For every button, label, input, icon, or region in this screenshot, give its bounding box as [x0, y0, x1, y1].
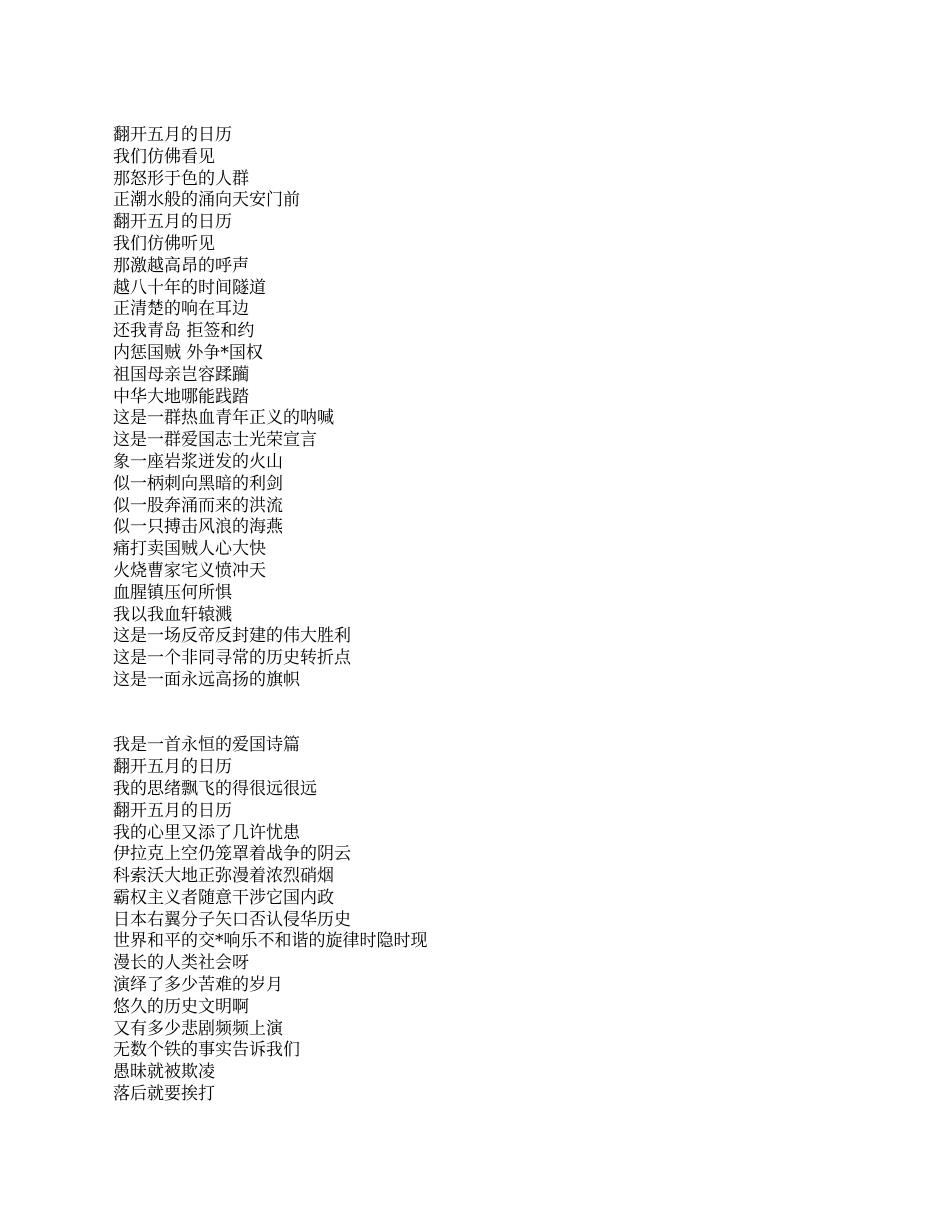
poem-body [113, 125, 893, 1106]
poem-line: 日本右翼分子矢口否认侵华历史 [113, 909, 351, 930]
poem-line: 又有多少悲剧频频上演 [113, 1018, 283, 1039]
poem-line: 漫长的人类社会呀 [113, 953, 249, 974]
stanza-2 [113, 735, 893, 1106]
poem-line: 落后就要挨打 [113, 1084, 215, 1105]
poem-line: 演绎了多少苦难的岁月 [113, 975, 283, 996]
poem-line: 正潮水般的涌向天安门前 [113, 190, 300, 211]
poem-line: 科索沃大地正弥漫着浓烈硝烟 [113, 866, 334, 887]
poem-line: 似一只搏击风浪的海燕 [113, 517, 283, 538]
poem-line: 伊拉克上空仍笼罩着战争的阴云 [113, 844, 351, 865]
poem-line: 翻开五月的日历 [113, 212, 232, 233]
poem-line: 我们仿佛听见 [113, 233, 215, 254]
poem-line: 我的心里又添了几许忧患 [113, 822, 300, 843]
poem-line: 那怒形于色的人群 [113, 168, 249, 189]
poem-line: 那激越高昂的呼声 [113, 255, 249, 276]
poem-line: 愚昧就被欺凌 [113, 1062, 215, 1083]
poem-line: 内惩国贼 外争*国权 [113, 342, 263, 363]
poem-line: 这是一个非同寻常的历史转折点 [113, 648, 351, 669]
poem-line: 还我青岛 拒签和约 [113, 321, 255, 342]
poem-line: 痛打卖国贼人心大快 [113, 539, 266, 560]
poem-line: 这是一场反帝反封建的伟大胜利 [113, 626, 351, 647]
poem-line: 血腥镇压何所惧 [113, 582, 232, 603]
poem-line: 我们仿佛看见 [113, 146, 215, 167]
poem-line: 象一座岩浆迸发的火山 [113, 451, 283, 472]
stanza-1 [113, 125, 893, 692]
poem-line: 世界和平的交*响乐不和谐的旋律时隐时现 [113, 931, 428, 952]
poem-line: 这是一群爱国志士光荣宣言 [113, 430, 317, 451]
poem-line: 翻开五月的日历 [113, 125, 232, 145]
poem-line: 我的思绪飘飞的得很远很远 [113, 778, 317, 799]
poem-line: 这是一群热血青年正义的呐喊 [113, 408, 334, 429]
poem-line: 无数个铁的事实告诉我们 [113, 1040, 300, 1061]
poem-line: 似一股奔涌而来的洪流 [113, 495, 283, 516]
poem-line: 悠久的历史文明啊 [113, 996, 249, 1017]
poem-line: 火烧曹家宅义愤冲天 [113, 560, 266, 581]
poem-line: 越八十年的时间隧道 [113, 277, 266, 298]
poem-line: 正清楚的响在耳边 [113, 299, 249, 320]
poem-line: 霸权主义者随意干涉它国内政 [113, 887, 334, 908]
poem-line: 翻开五月的日历 [113, 800, 232, 821]
poem-line: 似一柄刺向黑暗的利剑 [113, 473, 283, 494]
poem-line: 我以我血轩辕溅 [113, 604, 232, 625]
poem-line: 我是一首永恒的爱国诗篇 [113, 735, 300, 756]
poem-line: 祖国母亲岂容蹂躏 [113, 364, 249, 385]
poem-line: 这是一面永远高扬的旗帜 [113, 669, 300, 690]
poem-line: 中华大地哪能践踏 [113, 386, 249, 407]
poem-line: 翻开五月的日历 [113, 757, 232, 778]
